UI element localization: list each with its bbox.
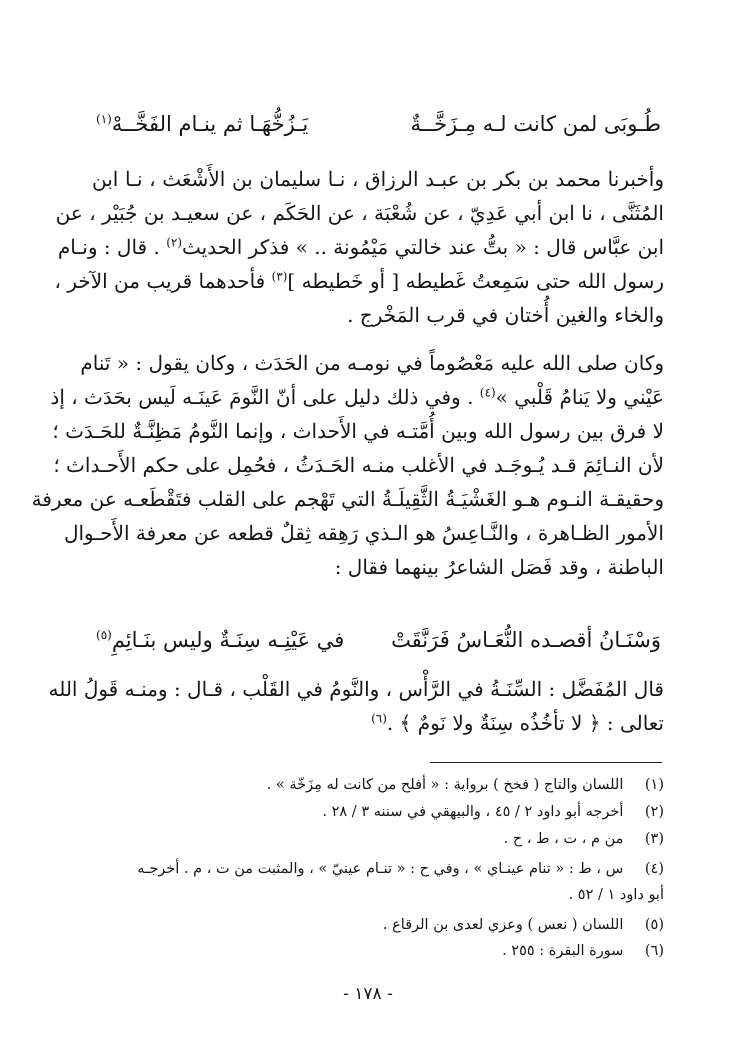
paragraph-3-line-2-text: تعالى : ﴿ لا تأخُذُه سِنَةٌ ولا نَومٌ ﴾ . [386, 711, 664, 735]
paragraph-1-line-4-tail: فأحدهما قريب من الآخر ، [54, 269, 266, 293]
footnote-separator [430, 762, 662, 763]
paragraph-2-line-2-tail: . وفي ذلك دليل على أنّ النَّومَ عَينَـه لَيس بحَدَث ، إذ [50, 385, 474, 409]
footnote-3-number: (٣) [644, 831, 664, 847]
footnote-2-text: أخرجه أبو داود ٢ / ٤٥ ، والبيهقي في سننه ٣ / ٢٨ . [322, 804, 624, 820]
footnote-5 [92, 912, 664, 938]
footnote-2-number: (٢) [644, 804, 664, 820]
verse-2-first-hemistich: وَسْنَـانُ أقصـده النُّعَـاسُ فَرَنَّقَتْ [391, 628, 661, 652]
footnote-4 [92, 856, 664, 882]
verse-1-second-hemistich-text: يَـزُخُّهَـا ثم ينـام الفَخَّــهْ [111, 112, 309, 136]
verse-2-second-hemistich-text: في عَيْنِـه سِنَـةٌ وليس بنَـائِمِ [111, 628, 345, 652]
footnote-marker-3[interactable]: (٣) [271, 269, 288, 284]
verse-2-second-hemistich [96, 620, 344, 660]
footnote-1-text: اللسان والتاج ( فخخ ) برواية : « أفلح من كانت له مِزَخّة » . [266, 777, 624, 793]
verse-2 [96, 620, 661, 660]
paragraph-3-line-2 [92, 706, 664, 740]
footnote-1-number: (١) [644, 777, 664, 793]
paragraph-1-line-5: والخاء والغين أُختان في قرب المَخْرج . [347, 303, 664, 327]
paragraph-2-line-5: وحقيقـة النـوم هـو الغَشْيَـةُ الثَّقِيلَـةُ التي تَهْجم على القلب فتَقْطَعـه عن معرفة [31, 487, 664, 511]
footnote-marker-1[interactable]: (١) [96, 112, 112, 126]
page-number: - ١٧٨ - [343, 984, 393, 1004]
paragraph-1-line-4 [54, 264, 664, 298]
paragraph-2-line-4: لأن النـائِمَ قـد يُـوجَـد في الأغلب منـه الحَـدَثُ ، فحُمِل على حكم الأَحـداث ؛ [53, 453, 664, 477]
paragraph-2-line-1: وكان صلى الله عليه مَعْصُوماً في نومـه من الحَدَث ، وكان يقول : « تَنام [80, 351, 664, 375]
paragraph-3-line-1: قال المُفَضَّل : السِّنَـةُ في الرَّأْس ، والنَّومُ في القَلْب ، قـال : ومنـه قَولُ الله [48, 677, 664, 701]
footnote-2 [92, 799, 664, 825]
paragraph-1-line-3-tail: . قال : ونـام [57, 235, 160, 259]
paragraph-1-line-3 [57, 230, 664, 264]
verse-1-second-hemistich [96, 104, 308, 144]
footnote-1 [92, 772, 664, 798]
paragraph-1-line-2: المُثَنَّى ، نا ابن أبي عَدِيّ ، عن شُعْبَة ، عن الحَكَم ، عن سعيـد بن جُبَيْر ، عن [55, 201, 664, 225]
verse-1 [96, 104, 661, 144]
footnote-marker-4[interactable]: (٤) [479, 385, 496, 400]
footnote-6-text: سورة البقرة : ٢٥٥ . [502, 943, 624, 959]
paragraph-1-line-1: وأخبرنا محمد بن بكر بن عبـد الرزاق ، نـا سليمان بن الأَشْعَث ، نـا ابن [92, 167, 664, 191]
footnote-5-number: (٥) [644, 917, 664, 933]
footnote-3-text: من م ، ت ، ط ، ح . [503, 831, 624, 847]
paragraph-2-line-3: لا فرق بين رسول الله وبين أُمَّتـه في الأَحداث ، وإنما النَّومُ مَظِنَّـةٌ للحَـدَث ؛ [52, 419, 664, 443]
verse-1-first-hemistich: طُـوبَى لمن كانت لـه مِـزَخَّــةٌ [410, 112, 661, 136]
paragraph-2-line-2-text: عَيْني ولا يَنامُ قَلْبي » [495, 385, 664, 409]
footnote-6-number: (٦) [644, 943, 664, 959]
footnote-4-text: س ، ط : « تنام عينـاي » ، وفي ح : « تنـام عينيّ » ، والمثبت من ت ، م . أخرجـه [137, 861, 624, 877]
footnote-4-continued [92, 882, 664, 908]
footnote-marker-2[interactable]: (٢) [166, 235, 183, 250]
paragraph-2-line-6: الأمور الظـاهرة ، والنَّـاعِسُ هو الـذي رَهِقه ثِقلٌ قطعه عن معرفة الأَحـوال [63, 521, 664, 545]
paragraph-1-line-4-text: رسول الله حتى سَمِعتُ غَطيطه [ أو خَطيطه ] [287, 269, 664, 293]
footnote-3 [92, 826, 664, 852]
paragraph-2-line-7: الباطنة ، وقد فَصَل الشاعرُ بينهما فقال : [334, 555, 664, 579]
footnote-marker-5[interactable]: (٥) [96, 628, 112, 642]
footnote-6 [92, 938, 664, 964]
paragraph-1-line-3-text: ابن عبَّاس قال : « بتُّ عند خالتي مَيْمُونة .. » فذكر الحديث [182, 235, 664, 259]
footnote-4-continued-text: أبو داود ١ / ٥٢ . [568, 887, 664, 903]
footnote-marker-6[interactable]: (٦) [371, 711, 387, 726]
footnote-4-number: (٤) [644, 861, 664, 877]
footnote-5-text: اللسان ( نعس ) وعزي لعدى بن الرقاع . [382, 917, 624, 933]
paragraph-2-line-2 [50, 380, 664, 414]
